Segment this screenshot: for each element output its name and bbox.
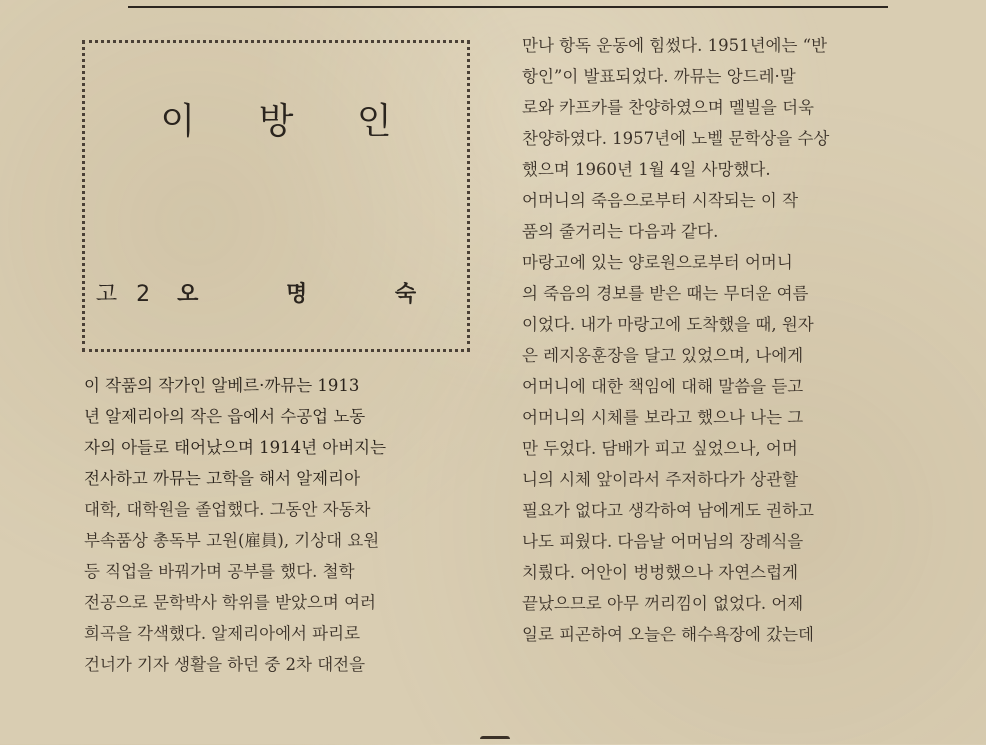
right-column: [522, 30, 922, 650]
text-line: 년 알제리아의 작은 읍에서 수공업 노동: [84, 407, 366, 426]
text-line: 이 작품의 작가인 알베르·까뮤는 1913: [84, 376, 360, 395]
author-name: 오 명 숙: [177, 282, 457, 307]
text-line: 필요가 없다고 생각하여 남에게도 권하고: [522, 501, 814, 520]
text-line: 의 죽음의 경보를 받은 때는 무더운 여름: [522, 284, 809, 303]
article-title: 이 방 인: [160, 101, 418, 142]
text-line: 일로 피곤하여 오늘은 해수욕장에 갔는데: [522, 625, 814, 644]
text-line: 은 레지옹훈장을 달고 있었으며, 나에게: [522, 346, 804, 365]
top-rule: [128, 6, 888, 8]
title-box: [82, 40, 470, 352]
text-line: 치뤘다. 어안이 벙벙했으나 자연스럽게: [522, 563, 799, 582]
text-line: 찬양하였다. 1957년에 노벨 문학상을 수상: [522, 129, 830, 148]
text-line: 로와 카프카를 찬양하였으며 멜빌을 더욱: [522, 98, 814, 117]
text-line: 나도 피웠다. 다음날 어머님의 장례식을: [522, 532, 804, 551]
text-line: 끝났으므로 아무 꺼리낌이 없었다. 어제: [522, 594, 804, 613]
text-line: 등 직업을 바꿔가며 공부를 했다. 철학: [84, 562, 355, 581]
text-line: 전사하고 까뮤는 고학을 해서 알제리아: [84, 469, 361, 488]
text-line: 희곡을 각색했다. 알제리아에서 파리로: [84, 624, 361, 643]
text-line: 부속품상 총독부 고원(雇員), 기상대 요원: [84, 531, 380, 550]
text-line: 어머니의 시체를 보라고 했으나 나는 그: [522, 408, 804, 427]
text-line: 만나 항독 운동에 힘썼다. 1951년에는 “반: [522, 36, 828, 55]
text-line: 자의 아들로 태어났으며 1914년 아버지는: [84, 438, 387, 457]
text-line: 어머니의 죽음으로부터 시작되는 이 작: [522, 191, 799, 210]
text-line: 했으며 1960년 1월 4일 사망했다.: [522, 160, 771, 179]
text-line: 어머니에 대한 책임에 대해 말씀을 듣고: [522, 377, 804, 396]
left-column: [84, 370, 480, 680]
text-line: 대학, 대학원을 졸업했다. 그동안 자동차: [84, 500, 371, 519]
text-line: 항인”이 발표되었다. 까뮤는 앙드레·말: [522, 67, 796, 86]
text-line: 건너가 기자 생활을 하던 중 2차 대전을: [84, 655, 366, 674]
text-line: 품의 줄거리는 다음과 같다.: [522, 222, 719, 241]
text-line: 만 두었다. 담배가 피고 싶었으나, 어머: [522, 439, 798, 458]
text-line: 이었다. 내가 마랑고에 도착했을 때, 원자: [522, 315, 814, 334]
text-line: 마랑고에 있는 양로원으로부터 어머니: [522, 253, 793, 272]
author-grade: 고 2: [95, 282, 157, 307]
text-line: 전공으로 문학박사 학위를 받았으며 여러: [84, 593, 376, 612]
text-line: 니의 시체 앞이라서 주저하다가 상관할: [522, 470, 799, 489]
byline: [85, 277, 467, 308]
